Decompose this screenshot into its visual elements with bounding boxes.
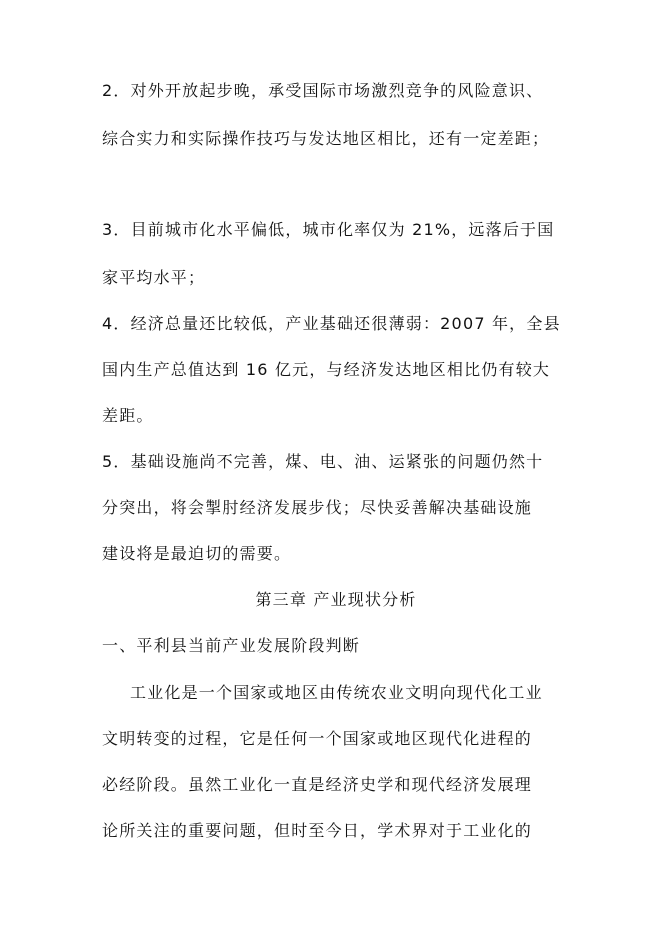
text-line: 3．目前城市化水平偏低，城市化率仅为 21%，远落后于国 bbox=[102, 220, 555, 239]
text-line: 家平均水平； bbox=[102, 268, 206, 287]
paragraph-line: 工业化是一个国家或地区由传统农业文明向现代化工业 bbox=[130, 683, 543, 702]
text-line: 4．经济总量还比较低，产业基础还很薄弱：2007 年，全县 bbox=[102, 314, 561, 333]
text-line: 国内生产总值达到 16 亿元，与经济发达地区相比仍有较大 bbox=[102, 360, 551, 379]
text-line: 2．对外开放起步晚，承受国际市场激烈竞争的风险意识、 bbox=[102, 81, 544, 100]
text-line: 5．基础设施尚不完善，煤、电、油、运紧张的问题仍然十 bbox=[102, 452, 544, 471]
text-line: 差距。 bbox=[102, 406, 154, 425]
text-line: 分突出，将会掣肘经济发展步伐；尽快妥善解决基础设施 bbox=[102, 498, 533, 517]
section-heading: 一、平利县当前产业发展阶段判断 bbox=[102, 636, 361, 655]
paragraph-line: 文明转变的过程，它是任何一个国家或地区现代化进程的 bbox=[102, 729, 533, 748]
text-line: 综合实力和实际操作技巧与发达地区相比，还有一定差距； bbox=[102, 129, 550, 148]
paragraph-line: 论所关注的重要问题，但时至今日，学术界对于工业化的 bbox=[102, 821, 533, 840]
text-line: 建设将是最迫切的需要。 bbox=[102, 544, 292, 563]
paragraph-line: 必经阶段。虽然工业化一直是经济史学和现代经济发展理 bbox=[102, 775, 533, 794]
chapter-title: 第三章 产业现状分析 bbox=[255, 590, 417, 609]
